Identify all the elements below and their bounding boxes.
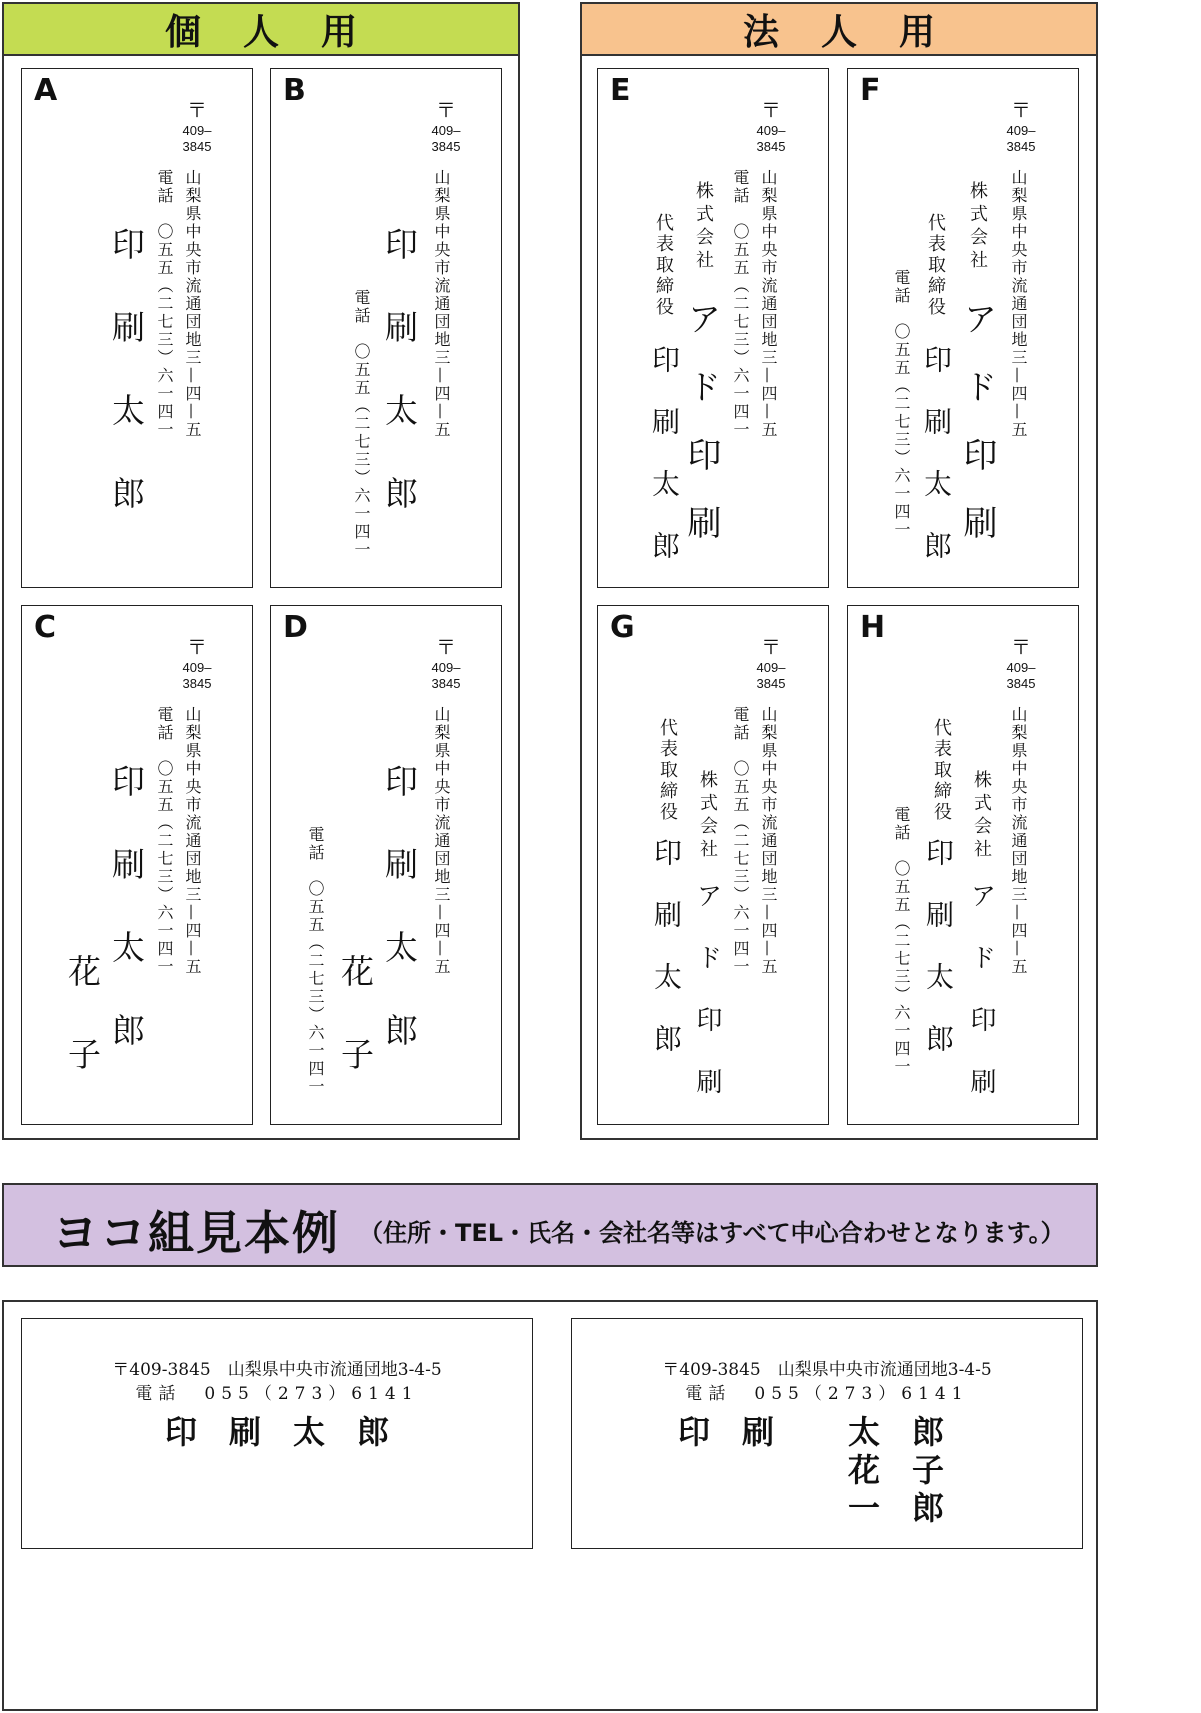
- phone: 電話 〇五五（二七三）六一四一: [892, 269, 911, 539]
- postal-block: [746, 99, 796, 154]
- card-f[interactable]: [847, 68, 1079, 593]
- company-prefix: 株式会社: [971, 770, 992, 862]
- postal-code: 409–3845: [431, 123, 461, 154]
- corporate-header: 法人用: [582, 4, 1096, 56]
- card-label: E: [610, 73, 631, 108]
- surname: 印 刷: [678, 1413, 775, 1451]
- address: 山梨県中央市流通団地三—四—五: [1009, 169, 1028, 439]
- address-line: 〒409-3845 山梨県中央市流通団地3-4-5: [112, 1360, 442, 1380]
- postal-code: 409–3845: [182, 660, 212, 691]
- company-prefix: 株式会社: [967, 181, 988, 273]
- card-b[interactable]: [270, 68, 502, 588]
- postal-mark: 〒: [761, 637, 781, 659]
- yoko-note: （住所・TEL・氏名・会社名等はすべて中心合わせとなります。）: [359, 1219, 1065, 1247]
- card-label: H: [860, 610, 886, 645]
- card-d[interactable]: [270, 605, 502, 1125]
- card-label: B: [283, 73, 306, 108]
- person-name: 印刷太郎: [922, 838, 955, 1086]
- spouse-name: 花子: [336, 954, 375, 1120]
- phone: 電話 〇五五（二七三）六一四一: [892, 806, 911, 1076]
- company-prefix: 株式会社: [697, 770, 718, 862]
- person-name: 印刷太郎: [107, 227, 146, 559]
- phone: 電話 〇五五（二七三）六一四一: [155, 706, 174, 976]
- address: 山梨県中央市流通団地三—四—五: [759, 706, 778, 976]
- postal-block: [996, 99, 1046, 154]
- address-line: 〒409-3845 山梨県中央市流通団地3-4-5: [662, 1360, 992, 1380]
- rep-title: 代表取締役: [925, 213, 946, 318]
- postal-mark: 〒: [436, 637, 456, 659]
- card-label: G: [610, 610, 635, 645]
- rep-title: 代表取締役: [931, 718, 952, 823]
- postal-block: [421, 99, 471, 154]
- person-name: 印刷太郎: [920, 345, 953, 593]
- postal-block: [172, 636, 222, 691]
- postal-mark: 〒: [187, 637, 207, 659]
- company-name: アド印刷: [957, 301, 997, 573]
- address: 山梨県中央市流通団地三—四—五: [183, 706, 202, 976]
- postal-mark: 〒: [761, 100, 781, 122]
- rep-title: 代表取締役: [653, 213, 674, 318]
- person-name: 印刷太郎: [650, 838, 683, 1086]
- yoko-title: ヨコ組見本例: [52, 1206, 340, 1260]
- person-name: 印刷太郎: [107, 764, 146, 1096]
- address: 山梨県中央市流通団地三—四—五: [432, 706, 451, 976]
- postal-mark: 〒: [1011, 100, 1031, 122]
- rep-title: 代表取締役: [657, 718, 678, 823]
- address: 山梨県中央市流通団地三—四—五: [432, 169, 451, 439]
- phone: 電話 〇五五（二七三）六一四一: [731, 169, 750, 439]
- card-label: C: [34, 610, 57, 645]
- card-e[interactable]: [597, 68, 829, 593]
- phone: 電話 〇五五（二七三）六一四一: [731, 706, 750, 976]
- person-name: 印 刷 太 郎: [164, 1413, 389, 1451]
- postal-code: 409–3845: [431, 660, 461, 691]
- yoko-card-1[interactable]: [21, 1318, 533, 1549]
- postal-block: [996, 636, 1046, 691]
- card-label: D: [283, 610, 308, 645]
- given-name-3: 一 郎: [848, 1489, 945, 1527]
- phone-line: 電話 055（273）6141: [135, 1384, 419, 1404]
- card-h[interactable]: [847, 605, 1079, 1130]
- personal-header: 個人用: [4, 4, 518, 56]
- postal-block: [172, 99, 222, 154]
- corporate-group: [580, 2, 1098, 1140]
- postal-code: 409–3845: [1006, 660, 1036, 691]
- postal-code: 409–3845: [756, 660, 786, 691]
- company-name: アド印刷: [966, 882, 996, 1130]
- card-g[interactable]: [597, 605, 829, 1130]
- postal-mark: 〒: [1011, 637, 1031, 659]
- yoko-card-2[interactable]: [571, 1318, 1083, 1549]
- postal-code: 409–3845: [1006, 123, 1036, 154]
- card-label: A: [34, 73, 58, 108]
- person-name: 印刷太郎: [380, 764, 419, 1096]
- company-prefix: 株式会社: [693, 181, 714, 273]
- spouse-name: 花子: [63, 954, 102, 1120]
- postal-mark: 〒: [187, 100, 207, 122]
- card-a[interactable]: [21, 68, 253, 588]
- postal-block: [421, 636, 471, 691]
- company-name: アド印刷: [692, 882, 722, 1130]
- postal-mark: 〒: [436, 100, 456, 122]
- given-name-1: 太 郎: [848, 1413, 945, 1451]
- given-name-2: 花 子: [848, 1451, 945, 1489]
- card-label: F: [860, 73, 881, 108]
- postal-block: [746, 636, 796, 691]
- phone: 電話 〇五五（二七三）六一四一: [352, 289, 371, 559]
- address: 山梨県中央市流通団地三—四—五: [183, 169, 202, 439]
- address: 山梨県中央市流通団地三—四—五: [1009, 706, 1028, 976]
- postal-code: 409–3845: [182, 123, 212, 154]
- personal-group: [2, 2, 520, 1140]
- postal-code: 409–3845: [756, 123, 786, 154]
- phone: 電話 〇五五（二七三）六一四一: [155, 169, 174, 439]
- person-name: 印刷太郎: [380, 227, 419, 559]
- address: 山梨県中央市流通団地三—四—五: [759, 169, 778, 439]
- yoko-samples: [2, 1300, 1098, 1711]
- yoko-banner: [2, 1183, 1098, 1267]
- company-name: アド印刷: [681, 301, 721, 573]
- phone-line: 電話 055（273）6141: [685, 1384, 969, 1404]
- card-c[interactable]: [21, 605, 253, 1125]
- phone: 電話 〇五五（二七三）六一四一: [306, 826, 325, 1096]
- person-name: 印刷太郎: [648, 345, 681, 593]
